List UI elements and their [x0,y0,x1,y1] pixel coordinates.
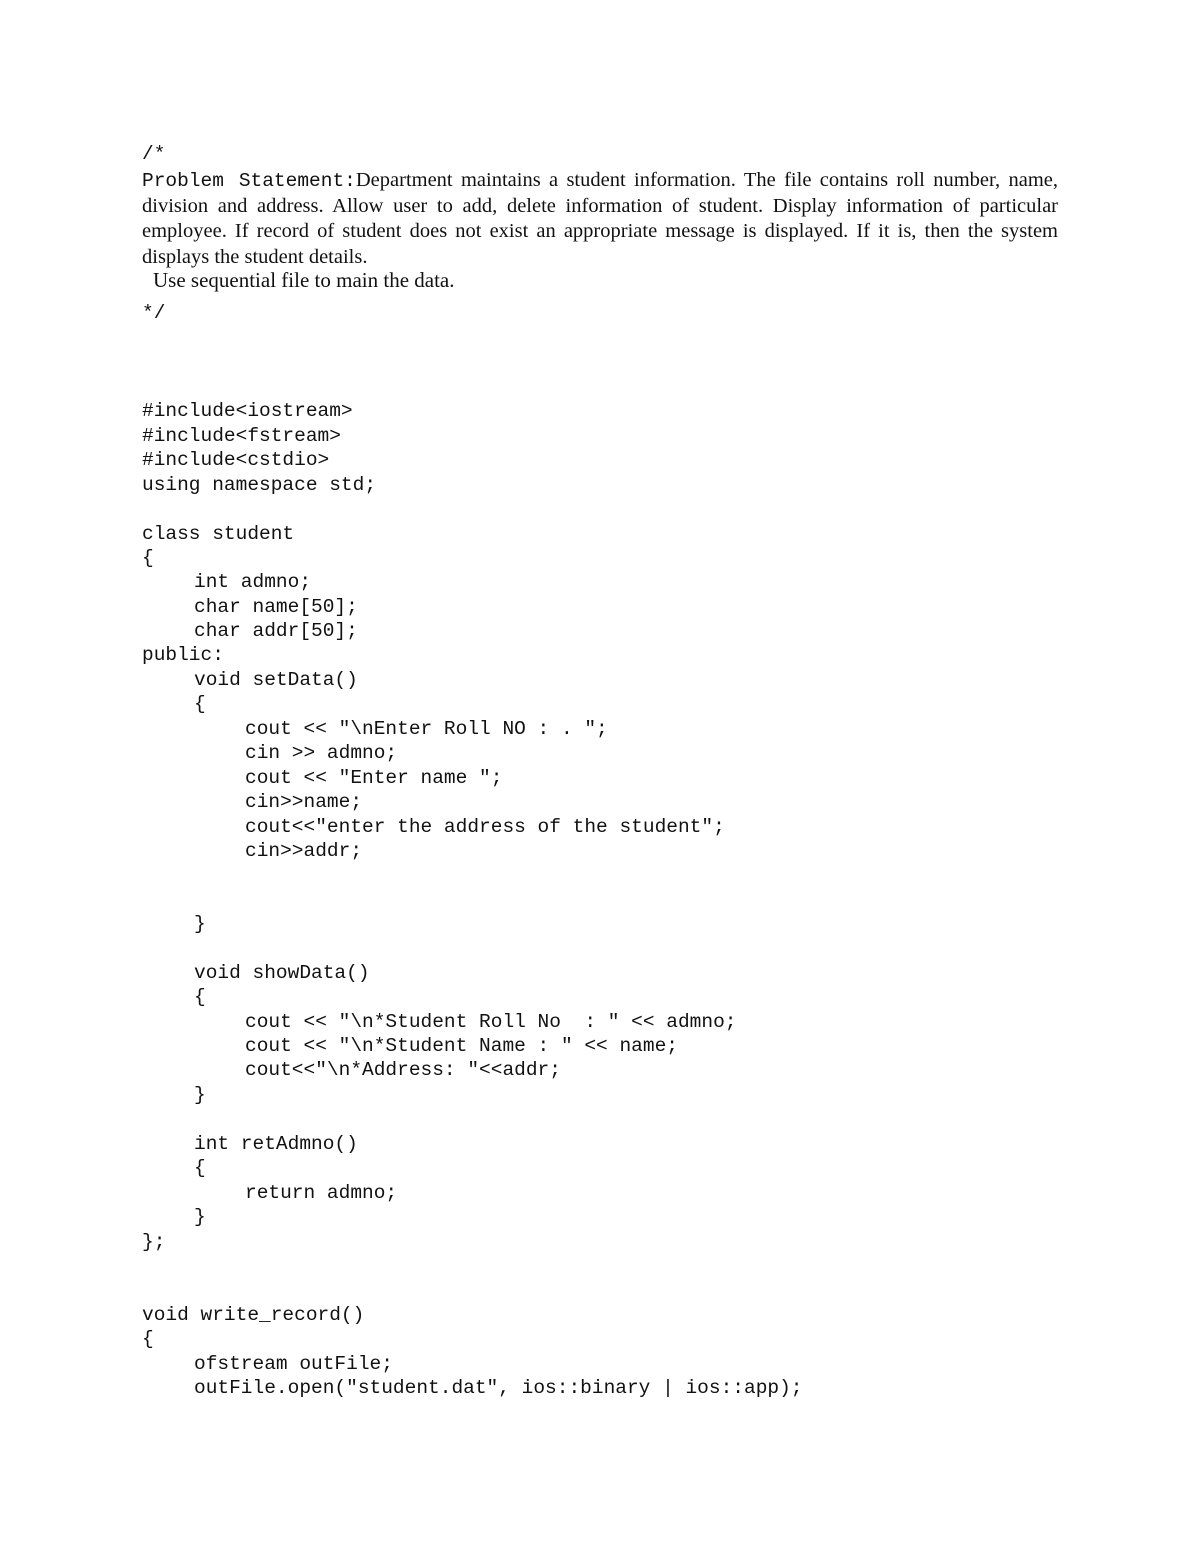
code-line: { [142,547,154,569]
code-line: } [194,1206,206,1228]
code-line: int admno; [194,571,312,593]
code-line: cin>>name; [245,791,363,813]
code-line: void setData() [194,669,358,691]
problem-statement [142,168,1058,270]
code-line: cout << "\n*Student Roll No : " << admno; [245,1011,737,1033]
code-line: } [194,1084,206,1106]
comment-close: */ [142,302,166,324]
problem-statement-label: Problem Statement: [142,170,356,192]
code-line: cout << "\nEnter Roll NO : . "; [245,718,608,740]
code-line: #include<iostream> [142,400,353,422]
code-line: { [142,1328,154,1350]
code-line: ofstream outFile; [194,1353,393,1375]
code-line: outFile.open("student.dat", ios::binary | ios::app); [194,1377,803,1399]
code-line: #include<fstream> [142,425,341,447]
code-line: public: [142,644,224,666]
code-line: return admno; [245,1182,398,1204]
code-line: #include<cstdio> [142,449,330,471]
code-line: cout << "Enter name "; [245,767,503,789]
code-line: using namespace std; [142,474,377,496]
code-line: cin >> admno; [245,742,398,764]
code-line: void showData() [194,962,370,984]
code-line: { [194,986,206,1008]
code-line: char name[50]; [194,596,358,618]
code-line: cout<<"enter the address of the student"; [245,816,725,838]
code-line: { [194,1157,206,1179]
problem-note: Use sequential file to main the data. [153,268,455,292]
code-line: int retAdmno() [194,1133,358,1155]
code-line: }; [142,1231,166,1253]
comment-open: /* [142,143,166,165]
code-line: void write_record() [142,1304,365,1326]
code-line: cout<<"\n*Address: "<<addr; [245,1059,561,1081]
code-line: cin>>addr; [245,840,363,862]
code-line: cout << "\n*Student Name : " << name; [245,1035,678,1057]
code-line: { [194,693,206,715]
problem-statement-text: Department maintains a student information. The file contains roll number, name, division and address. Allow user to add, delete information of student. Display information of particular employee. If record of student does not exist an appropriate message is displayed. If it is, then the system displays the student details. [142,169,1058,268]
code-line: } [194,913,206,935]
code-line: char addr[50]; [194,620,358,642]
code-line: class student [142,523,295,545]
